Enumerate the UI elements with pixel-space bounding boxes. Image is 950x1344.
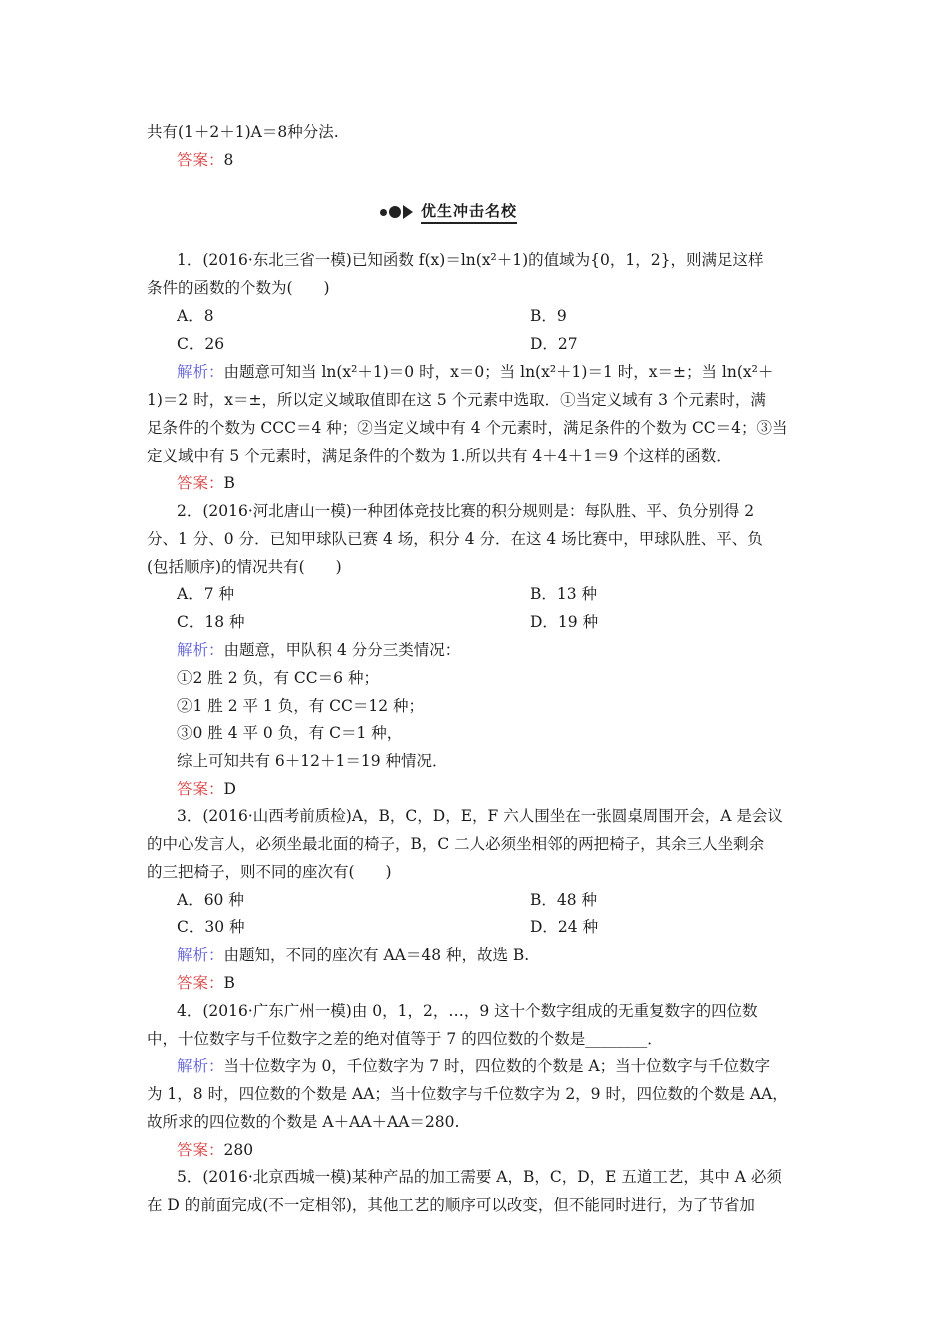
question-4-stem: 4．(2016·广东广州一模)由 0，1，2，…，9 这十个数字组成的无重复数字的四位数 bbox=[177, 1002, 758, 1020]
solution-text: 综上可知共有 6＋12＋1＝19 种情况． bbox=[177, 752, 448, 770]
solution-text: 为 1，8 时，四位数的个数是 AA；当十位数字与千位数字为 2，9 时，四位数的个数是 AA， bbox=[147, 1085, 788, 1103]
solution-text: 当十位数字为 0，千位数字为 7 时，四位数的个数是 A；当十位数字与千位数字 bbox=[223, 1057, 771, 1075]
answer-line bbox=[177, 973, 235, 993]
answer-value: 8 bbox=[223, 151, 234, 169]
answer-line bbox=[177, 779, 236, 799]
solution-label: 解析： bbox=[177, 363, 224, 381]
option-a: A．8 bbox=[177, 307, 214, 325]
solution-line bbox=[177, 362, 773, 382]
solution-text: ③0 胜 4 平 0 负，有 C＝1 种， bbox=[177, 724, 403, 742]
option-c: C．18 种 bbox=[177, 613, 245, 631]
question-5-stem: 5．(2016·北京西城一模)某种产品的加工需要 A，B，C，D，E 五道工艺，其中 A 必须 bbox=[177, 1168, 782, 1186]
option-d: D．24 种 bbox=[530, 918, 599, 936]
solution-line bbox=[177, 945, 529, 965]
question-3-stem: 3．(2016·山西考前质检)A，B，C，D，E，F 六人围坐在一张圆桌周围开会，A 是会议 bbox=[177, 807, 783, 825]
answer-value: B bbox=[223, 974, 235, 992]
answer-line bbox=[177, 473, 235, 493]
banner-dots-icon bbox=[380, 205, 417, 219]
answer-line bbox=[177, 150, 233, 170]
option-b: B．9 bbox=[530, 307, 567, 325]
solution-text: 故所求的四位数的个数是 A＋AA＋AA＝280. bbox=[147, 1113, 460, 1131]
option-b: B．13 种 bbox=[530, 585, 598, 603]
answer-label: 答案： bbox=[177, 474, 224, 492]
answer-label: 答案： bbox=[177, 151, 224, 169]
solution-line bbox=[177, 1056, 770, 1076]
question-3-stem-cont: 的中心发言人，必须坐最北面的椅子，B，C 二人必须坐相邻的两把椅子，其余三人坐剩余 bbox=[147, 835, 765, 853]
answer-value: 280 bbox=[223, 1141, 254, 1159]
question-2-stem-cont: (包括顺序)的情况共有( ) bbox=[147, 558, 342, 576]
solution-label: 解析： bbox=[177, 946, 224, 964]
answer-label: 答案： bbox=[177, 780, 224, 798]
solution-text: 由题意可知当 ln(x²＋1)＝0 时，x＝0；当 ln(x²＋1)＝1 时，x＝±；当 ln(x²＋ bbox=[223, 363, 774, 381]
option-b: B．48 种 bbox=[530, 891, 598, 909]
answer-label: 答案： bbox=[177, 1141, 224, 1159]
question-4-stem-cont: 中，十位数字与千位数字之差的绝对值等于 7 的四位数的个数是________． bbox=[147, 1030, 663, 1048]
question-1-stem: 1．(2016·东北三省一模)已知函数 f(x)＝ln(x²＋1)的值域为{0，1，2}，则满足这样 bbox=[177, 251, 764, 269]
solution-line bbox=[177, 640, 460, 660]
option-d: D．19 种 bbox=[530, 613, 599, 631]
solution-text: ①2 胜 2 负，有 CC＝6 种； bbox=[177, 669, 379, 687]
option-a: A．7 种 bbox=[177, 585, 234, 603]
option-a: A．60 种 bbox=[177, 891, 244, 909]
option-c: C．30 种 bbox=[177, 918, 245, 936]
solution-text: ②1 胜 2 平 1 负，有 CC＝12 种； bbox=[177, 697, 425, 715]
question-5-stem-cont: 在 D 的前面完成(不一定相邻)，其他工艺的顺序可以改变，但不能同时进行，为了节省加 bbox=[147, 1196, 755, 1214]
answer-label: 答案： bbox=[177, 974, 224, 992]
solution-text: 1)＝2 时，x＝±，所以定义域取值即在这 5 个元素中选取．①当定义域有 3 个元素时，满 bbox=[147, 391, 766, 409]
banner-title: 优生冲击名校 bbox=[421, 200, 517, 224]
solution-text: 由题知，不同的座次有 AA＝48 种，故选 B. bbox=[223, 946, 530, 964]
answer-value: B bbox=[223, 474, 235, 492]
question-2-stem-cont: 分、1 分、0 分．已知甲球队已赛 4 场，积分 4 分．在这 4 场比赛中，甲球队胜、平、负 bbox=[147, 530, 763, 548]
option-d: D．27 bbox=[530, 335, 578, 353]
solution-text: 由题意，甲队积 4 分分三类情况： bbox=[223, 641, 461, 659]
question-2-stem: 2．(2016·河北唐山一模)一种团体竞技比赛的积分规则是：每队胜、平、负分别得 2 bbox=[177, 502, 755, 520]
question-3-stem-cont: 的三把椅子，则不同的座次有( ) bbox=[147, 863, 392, 881]
question-1-stem-cont: 条件的函数的个数为( ) bbox=[147, 279, 330, 297]
option-c: C．26 bbox=[177, 335, 225, 353]
solution-text: 定义域中有 5 个元素时，满足条件的个数为 1.所以共有 4＋4＋1＝9 个这样的函数． bbox=[147, 447, 732, 465]
answer-line bbox=[177, 1140, 253, 1160]
answer-value: D bbox=[223, 780, 236, 798]
text-line: 共有(1＋2＋1)A＝8种分法. bbox=[147, 123, 339, 141]
solution-label: 解析： bbox=[177, 1057, 224, 1075]
section-banner bbox=[380, 200, 517, 224]
solution-text: 足条件的个数为 CCC＝4 种；②当定义域中有 4 个元素时，满足条件的个数为 CC＝4；③当 bbox=[147, 419, 788, 437]
solution-label: 解析： bbox=[177, 641, 224, 659]
